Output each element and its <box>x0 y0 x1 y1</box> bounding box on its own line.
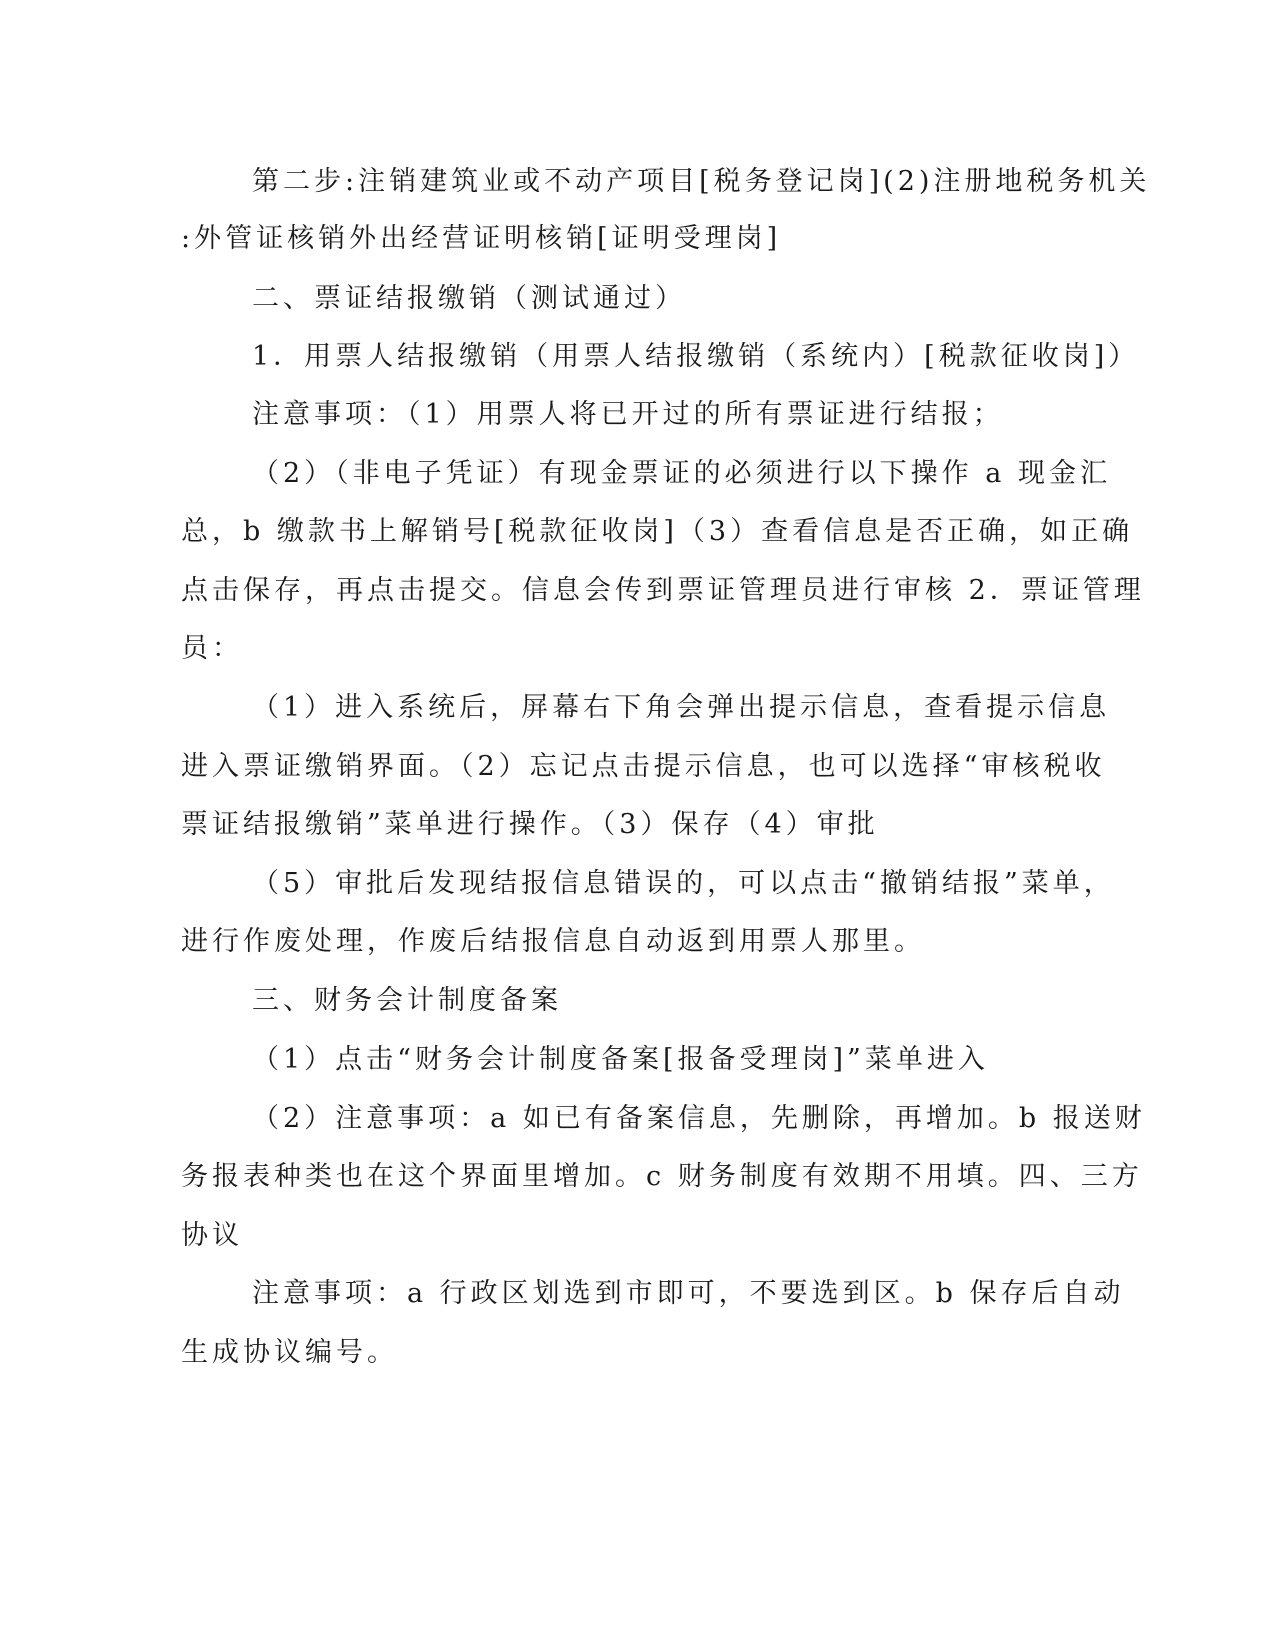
text-line: 生成协议编号。 <box>181 1337 398 1368</box>
text-line: 注意事项：（1）用票人将已开过的所有票证进行结报； <box>252 399 1004 430</box>
section-heading: 二、票证结报缴销（测试通过） <box>252 283 686 314</box>
text-line: 1．用票人结报缴销（用票人结报缴销（系统内）[税款征收岗]） <box>252 341 1140 372</box>
text-line: （2）（非电子凭证）有现金票证的必须进行以下操作 a 现金汇 <box>252 458 1111 489</box>
text-line: 注意事项：a 行政区划选到市即可，不要选到区。b 保存后自动 <box>252 1278 1125 1309</box>
text-line: （1）点击“财务会计制度备案[报备受理岗]”菜单进入 <box>252 1044 989 1075</box>
text-line: （1）进入系统后，屏幕右下角会弹出提示信息，查看提示信息 <box>252 692 1111 723</box>
text-line: 进行作废处理，作废后结报信息自动返到用票人那里。 <box>181 926 925 957</box>
section-heading: 三、财务会计制度备案 <box>252 985 562 1016</box>
text-line: 票证结报缴销”菜单进行操作。（3）保存（4）审批 <box>181 809 879 840</box>
text-line: 第二步:注销建筑业或不动产项目[税务登记岗](2)注册地税务机关 <box>252 166 1151 197</box>
text-line: 进入票证缴销界面。（2）忘记点击提示信息，也可以选择“审核税收 <box>181 751 1106 782</box>
text-line: 协议 <box>181 1220 243 1251</box>
text-line: （2）注意事项：a 如已有备案信息，先删除，再增加。b 报送财 <box>252 1103 1146 1134</box>
text-line: （5）审批后发现结报信息错误的，可以点击“撤销结报”菜单， <box>252 868 1115 899</box>
text-line: 务报表种类也在这个界面里增加。c 财务制度有效期不用填。四、三方 <box>181 1161 1143 1192</box>
text-line: 总，b 缴款书上解销号[税款征收岗]（3）查看信息是否正确，如正确 <box>181 516 1134 547</box>
text-line: :外管证核销外出经营证明核销[证明受理岗] <box>181 223 782 254</box>
text-line: 点击保存，再点击提交。信息会传到票证管理员进行审核 2．票证管理 <box>181 575 1145 606</box>
text-line: 员： <box>181 633 243 664</box>
